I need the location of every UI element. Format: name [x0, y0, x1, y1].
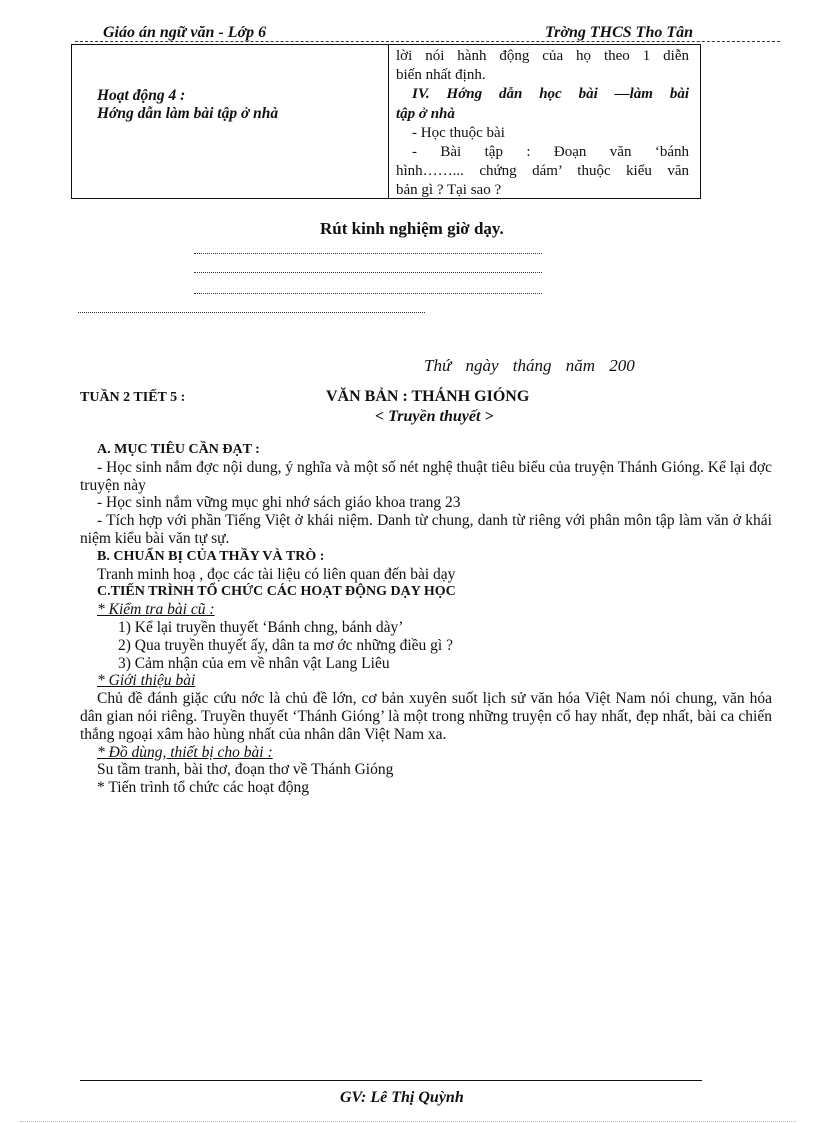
table-line: tập ở nhà — [396, 105, 455, 122]
lesson-genre: < Truyền thuyết > — [375, 408, 494, 425]
introduction-heading: * Giới thiệu bài — [97, 672, 196, 690]
header-divider — [75, 41, 780, 42]
lesson-title: VĂN BẢN : THÁNH GIÓNG — [326, 388, 530, 405]
section-b-heading: B. CHUẨN BỊ CỦA THẦY VÀ TRÒ : — [97, 548, 325, 564]
page-bottom-border — [20, 1121, 796, 1122]
review-question: 1) Kể lại truyền thuyết ‘Bánh chng, bánh dày’ — [118, 618, 404, 636]
date-line: Thứ ngày tháng năm 200 — [424, 356, 635, 375]
objective-item: - Học sinh nắm vững mục ghi nhớ sách giáo khoa trang 23 — [97, 494, 461, 512]
lesson-period: TUẦN 2 TIẾT 5 : — [80, 390, 186, 405]
activity-table — [71, 44, 701, 199]
table-column-divider — [388, 45, 389, 198]
dotted-line — [194, 293, 542, 294]
review-question: 2) Qua truyền thuyết ấy, dân ta mơ ớc những điều gì ? — [118, 636, 453, 654]
activity-subtitle: Hớng dẫn làm bài tập ở nhà — [97, 105, 279, 122]
materials-heading: * Đồ dùng, thiết bị cho bài : — [97, 743, 273, 761]
process-heading: * Tiến trình tổ chức các hoạt động — [97, 779, 310, 797]
footer-divider — [80, 1080, 702, 1081]
reflection-title: Rút kinh nghiệm giờ dạy. — [320, 219, 504, 238]
table-line: hình……... chứng dám’ thuộc kiểu văn — [396, 163, 689, 180]
table-right-cell — [396, 47, 689, 201]
review-question: 3) Cảm nhận của em về nhân vật Lang Liêu — [118, 654, 390, 672]
preparation-text: Tranh minh hoạ , đọc các tài liệu có liên quan đến bài dạy — [97, 565, 456, 583]
table-line: - Bài tập : Đoạn văn ‘bánh — [412, 144, 689, 161]
review-heading: * Kiểm tra bài cũ : — [97, 601, 215, 619]
introduction-paragraph: Chủ đề đánh giặc cứu nớc là chủ đề lớn, cơ bản xuyên suốt lịch sử văn hóa Việt Nam nói chung, văn hóa dân gian nói riêng. Truyền thuyết ‘Thánh Gióng’ là một trong những truyện cổ hay nhất, đẹp nhất, bài ca chiến thắng ngoại xâm hào hùng nhất của nhân dân Việt Nam xa. — [80, 690, 772, 743]
table-line: - Học thuộc bài — [412, 124, 505, 141]
header-subject: Giáo án ngữ văn - Lớp 6 — [103, 24, 267, 41]
table-line: lời nói hành động của họ theo 1 diễn — [396, 48, 689, 64]
table-line: IV. Hớng dẫn học bài —làm bài — [412, 86, 689, 103]
dotted-line — [194, 272, 542, 273]
table-left-cell — [97, 87, 278, 123]
objective-item: - Tích hợp với phần Tiếng Việt ở khái niệm. Danh từ chung, danh từ riêng với phân môn tập làm văn ở khái niệm kiểu bài văn tự sự. — [80, 512, 772, 547]
objective-item: - Học sinh nắm đợc nội dung, ý nghĩa và một số nét nghệ thuật tiêu biểu của truyện Thánh Gióng. Kể lại đợc truyện này — [80, 458, 772, 494]
materials-text: Su tầm tranh, bài thơ, đoạn thơ về Thánh Gióng — [97, 761, 394, 779]
table-line: bản gì ? Tại sao ? — [396, 182, 502, 199]
dotted-line — [78, 312, 425, 313]
teacher-name: GV: Lê Thị Quỳnh — [340, 1089, 464, 1106]
section-a-heading: A. MỤC TIÊU CẦN ĐẠT : — [97, 442, 260, 457]
lesson-content — [80, 441, 772, 797]
activity-title: Hoạt động 4 : — [97, 87, 186, 104]
section-c-heading: C.TIẾN TRÌNH TỔ CHỨC CÁC HOẠT ĐỘNG DẠY HỌC — [97, 584, 456, 600]
header-school: Trờng THCS Tho Tân — [545, 24, 694, 41]
table-line: biến nhất định. — [396, 67, 486, 84]
dotted-line — [194, 253, 542, 254]
